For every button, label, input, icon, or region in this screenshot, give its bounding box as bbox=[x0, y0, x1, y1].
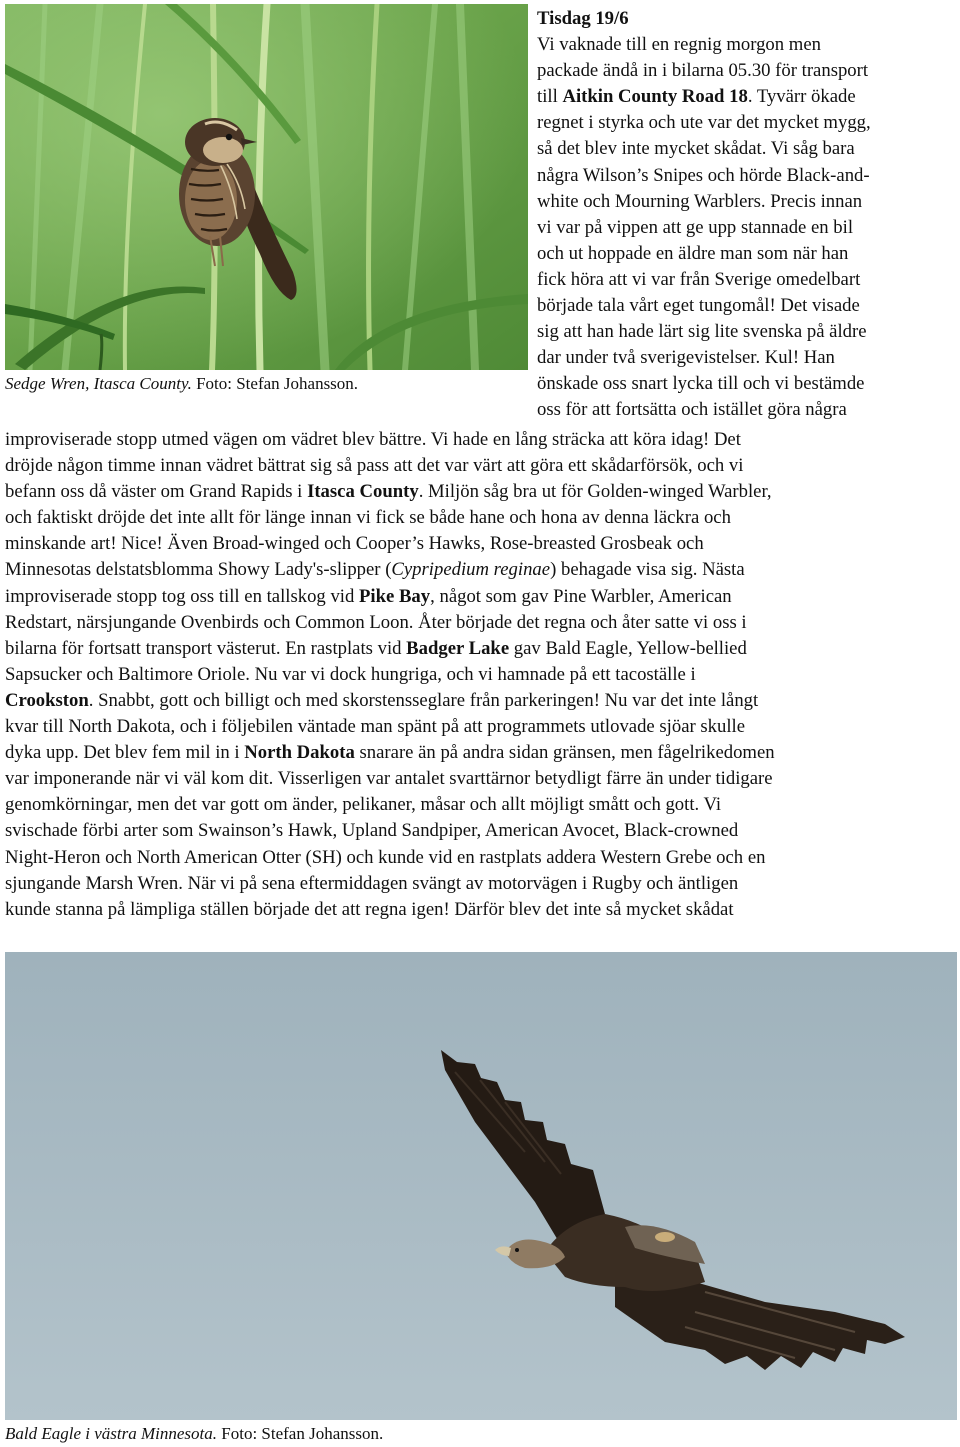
text-run: och faktiskt dröjde det inte allt för länge innan vi fick se både hane och hona av denna läckra och bbox=[5, 507, 731, 529]
bold-place-name: Pike Bay bbox=[359, 585, 431, 607]
main-paragraph bbox=[5, 427, 775, 923]
text-line bbox=[537, 293, 871, 319]
bald-eagle-photo bbox=[5, 952, 957, 1420]
text-line bbox=[5, 792, 775, 818]
text-line bbox=[5, 453, 775, 479]
text-line bbox=[5, 688, 775, 714]
text-run: bilarna för fortsatt transport västerut. En rastplats vid bbox=[5, 637, 407, 659]
text-run: regnet i styrka och ute var det mycket mygg, bbox=[537, 112, 871, 134]
text-line bbox=[5, 479, 775, 505]
text-run: , något som gav Pine Warbler, American bbox=[430, 585, 732, 607]
text-line bbox=[5, 871, 775, 897]
text-line bbox=[537, 397, 871, 423]
text-line bbox=[537, 319, 871, 345]
text-run: packade ändå in i bilarna 05.30 för transport bbox=[537, 60, 869, 82]
text-line bbox=[537, 32, 871, 58]
text-run: . Tyvärr ökade bbox=[747, 86, 856, 108]
text-run: dröjde någon timme innan vädret bättrat sig så pass att det var värt att göra ett skådarförsök, och vi bbox=[5, 455, 744, 477]
text-line bbox=[537, 136, 871, 162]
text-line bbox=[537, 371, 871, 397]
text-run: några Wilson’s Snipes och hörde Black-and- bbox=[537, 164, 870, 186]
text-run: dar under två sverigevistelser. Kul! Han bbox=[537, 347, 835, 369]
text-line bbox=[5, 714, 775, 740]
bold-place-name: Itasca County bbox=[307, 481, 419, 503]
wren-location: Itasca County. bbox=[93, 374, 192, 393]
italic-latin-name: Cypripedium reginae bbox=[391, 559, 551, 581]
text-run: Sapsucker och Baltimore Oriole. Nu var vi dock hungriga, och vi hamnade på ett tacoställe i bbox=[5, 663, 696, 685]
text-run: . Snabbt, gott och billigt och med skorstensseglare från parkeringen! Nu var det inte långt bbox=[88, 689, 759, 711]
text-run: Redstart, närsjungande Ovenbirds och Common Loon. Åter började det regna och åter satte vi oss i bbox=[5, 611, 747, 633]
text-run: snarare än på andra sidan gränsen, men fågelrikedomen bbox=[354, 742, 775, 764]
text-run: fick höra att vi var från Sverige omedelbart bbox=[537, 268, 861, 290]
text-line bbox=[5, 662, 775, 688]
text-line bbox=[5, 897, 775, 923]
text-run: önskade oss snart lycka till och vi bestämde bbox=[537, 373, 865, 395]
eagle-species: Bald Eagle i västra Minnesota. bbox=[5, 1424, 218, 1443]
bold-place-name: Crookston bbox=[5, 689, 89, 711]
text-line bbox=[537, 189, 871, 215]
text-line bbox=[537, 84, 871, 110]
text-run: befann oss då väster om Grand Rapids i bbox=[5, 481, 308, 503]
intro-column bbox=[537, 6, 871, 424]
text-run: . Miljön såg bra ut för Golden-winged Warbler, bbox=[418, 481, 772, 503]
eagle-credit: Foto: Stefan Johansson. bbox=[221, 1424, 384, 1443]
text-run: till bbox=[537, 86, 563, 108]
text-line bbox=[5, 818, 775, 844]
text-line bbox=[5, 636, 775, 662]
text-line bbox=[537, 267, 871, 293]
text-line bbox=[5, 427, 775, 453]
bold-place-name: Badger Lake bbox=[406, 637, 510, 659]
text-run: Vi vaknade till en regnig morgon men bbox=[537, 34, 821, 56]
text-run: så det blev inte mycket skådat. Vi såg bara bbox=[537, 138, 855, 160]
text-line bbox=[5, 505, 775, 531]
intro-paragraph bbox=[537, 32, 871, 423]
text-run: Night-Heron och North American Otter (SH) och kunde vid en rastplats addera Western Grebe och en bbox=[5, 846, 766, 868]
text-line bbox=[5, 610, 775, 636]
text-run: oss för att fortsätta och istället göra några bbox=[537, 399, 847, 421]
sedge-wren-caption: Sedge Wren, Itasca County. Foto: Stefan Johansson. bbox=[5, 374, 359, 393]
text-line bbox=[5, 531, 775, 557]
sedge-wren-photo bbox=[5, 4, 528, 370]
text-run: white och Mourning Warblers. Precis innan bbox=[537, 190, 863, 212]
wren-credit: Foto: Stefan Johansson. bbox=[196, 374, 359, 393]
text-run: ) behagade visa sig. Nästa bbox=[550, 559, 745, 581]
text-run: dyka upp. Det blev fem mil in i bbox=[5, 742, 245, 764]
text-run: gav Bald Eagle, Yellow-bellied bbox=[509, 637, 747, 659]
text-run: svischade förbi arter som Swainson’s Hawk, Upland Sandpiper, American Avocet, Black-crowned bbox=[5, 820, 739, 842]
bold-place-name: North Dakota bbox=[244, 742, 355, 764]
text-run: improviserade stopp utmed vägen om vädret blev bättre. Vi hade en lång sträcka att köra idag! Det bbox=[5, 429, 741, 450]
text-run: sig att han hade lärt sig lite svenska på äldre bbox=[537, 321, 867, 343]
bold-place-name: Aitkin County Road 18 bbox=[562, 86, 748, 108]
text-line bbox=[537, 215, 871, 241]
text-line bbox=[537, 345, 871, 371]
text-run: började tala vårt eget tungomål! Det visade bbox=[537, 295, 860, 317]
text-run: minskande art! Nice! Även Broad-winged och Cooper’s Hawks, Rose-breasted Grosbeak och bbox=[5, 533, 704, 555]
text-run: var imponerande när vi väl kom dit. Visserligen var antalet svarttärnor betydligt färre än under tidigare bbox=[5, 768, 773, 790]
text-run: Minnesotas delstatsblomma Showy Lady's-slipper ( bbox=[5, 559, 392, 581]
text-line bbox=[537, 241, 871, 267]
text-line bbox=[5, 766, 775, 792]
text-run: vi var på vippen att ge upp stannade en bil bbox=[537, 216, 854, 238]
text-run: kunde stanna på lämpliga ställen började det att regna igen! Därför blev det inte så mycket skådat bbox=[5, 898, 734, 920]
text-run: sjungande Marsh Wren. När vi på sena eftermiddagen svängt av motorvägen i Rugby och äntligen bbox=[5, 872, 739, 894]
text-line bbox=[537, 110, 871, 136]
text-run: improviserade stopp tog oss till en tallskog vid bbox=[5, 585, 359, 607]
text-run: genomkörningar, men det var gott om änder, pelikaner, måsar och allt möjligt smått och gott. Vi bbox=[5, 794, 722, 816]
text-run: och ut hoppade en äldre man som när han bbox=[537, 242, 849, 264]
text-line bbox=[5, 845, 775, 871]
text-line bbox=[5, 557, 775, 583]
text-line bbox=[5, 584, 775, 610]
text-run: kvar till North Dakota, och i följebilen väntade man spänt på att programmets utlovade sjöar skulle bbox=[5, 716, 746, 738]
text-line bbox=[537, 163, 871, 189]
wren-species: Sedge Wren bbox=[5, 374, 86, 393]
bald-eagle-caption bbox=[5, 1424, 383, 1444]
text-line bbox=[5, 740, 775, 766]
text-line bbox=[537, 58, 871, 84]
day-heading: Tisdag 19/6 bbox=[537, 8, 629, 29]
